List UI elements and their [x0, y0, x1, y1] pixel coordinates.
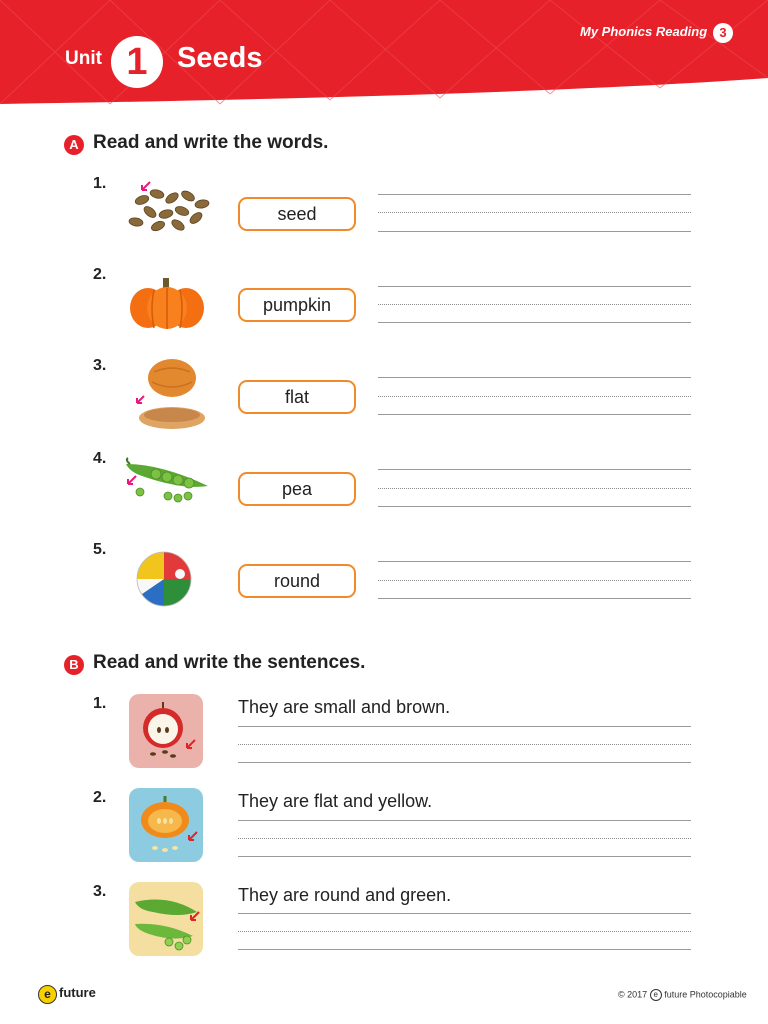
copyright-notice	[618, 989, 747, 1001]
writing-line[interactable]	[378, 377, 691, 378]
item-b3-number: 3.	[93, 883, 107, 900]
unit-title: Seeds	[177, 42, 263, 74]
word-box-pumpkin: pumpkin	[238, 288, 356, 322]
item-a2-number: 2.	[93, 266, 107, 283]
writing-guide-line	[238, 838, 691, 839]
item-a5-number: 5.	[93, 541, 107, 558]
writing-line[interactable]	[378, 231, 691, 232]
pumpkin-picture	[128, 276, 206, 331]
writing-guide-line	[378, 304, 691, 305]
logo-word: future	[59, 985, 96, 1000]
writing-guide-line	[378, 212, 691, 213]
item-a3-number: 3.	[93, 357, 107, 374]
word-box-round: round	[238, 564, 356, 598]
item-b1-number: 1.	[93, 695, 107, 712]
copyright-brand: future	[664, 989, 688, 1000]
item-a1-number: 1.	[93, 175, 107, 192]
writing-line[interactable]	[378, 469, 691, 470]
word-box-pea: pea	[238, 472, 356, 506]
writing-guide-line	[378, 580, 691, 581]
page-header	[0, 0, 768, 110]
writing-line[interactable]	[238, 762, 691, 763]
pumpkin-seeds-picture	[129, 788, 203, 862]
item-a4-number: 4.	[93, 450, 107, 467]
item-b2-number: 2.	[93, 789, 107, 806]
writing-line[interactable]	[378, 194, 691, 195]
unit-label: Unit	[65, 48, 102, 69]
sentence-b1: They are small and brown.	[238, 697, 451, 717]
writing-line[interactable]	[238, 949, 691, 950]
e-logo-icon: e	[38, 985, 57, 1004]
writing-line[interactable]	[378, 506, 691, 507]
word-box-flat: flat	[238, 380, 356, 414]
apple-seeds-picture	[129, 694, 203, 768]
writing-line[interactable]	[238, 820, 691, 821]
section-b-title: Read and write the sentences.	[93, 652, 366, 673]
writing-guide-line	[238, 931, 691, 932]
flat-bread-picture	[132, 358, 208, 432]
peas-picture	[129, 882, 203, 956]
beach-ball-picture	[134, 550, 194, 608]
writing-line[interactable]	[238, 856, 691, 857]
series-number-badge: 3	[713, 23, 733, 43]
writing-line[interactable]	[378, 414, 691, 415]
copyright-note: Photocopiable	[689, 989, 747, 1000]
writing-line[interactable]	[238, 913, 691, 914]
section-a-badge: A	[64, 135, 84, 155]
writing-line[interactable]	[378, 598, 691, 599]
writing-guide-line	[378, 396, 691, 397]
writing-line[interactable]	[378, 286, 691, 287]
sentence-b3: They are round and green.	[238, 885, 452, 905]
pea-pod-picture	[122, 456, 212, 506]
section-b-badge: B	[64, 655, 84, 675]
e-logo-mini-icon: e	[650, 989, 662, 1001]
writing-guide-line	[238, 744, 691, 745]
writing-line[interactable]	[378, 561, 691, 562]
writing-guide-line	[378, 488, 691, 489]
unit-number-badge: 1	[111, 36, 163, 88]
copyright-year: © 2017	[618, 989, 648, 1000]
series-name: My Phonics Reading	[580, 24, 708, 39]
word-box-seed: seed	[238, 197, 356, 231]
sentence-b2: They are flat and yellow.	[238, 791, 433, 811]
writing-line[interactable]	[238, 726, 691, 727]
writing-line[interactable]	[378, 322, 691, 323]
section-a-title: Read and write the words.	[93, 132, 329, 153]
seeds-picture	[122, 178, 214, 236]
